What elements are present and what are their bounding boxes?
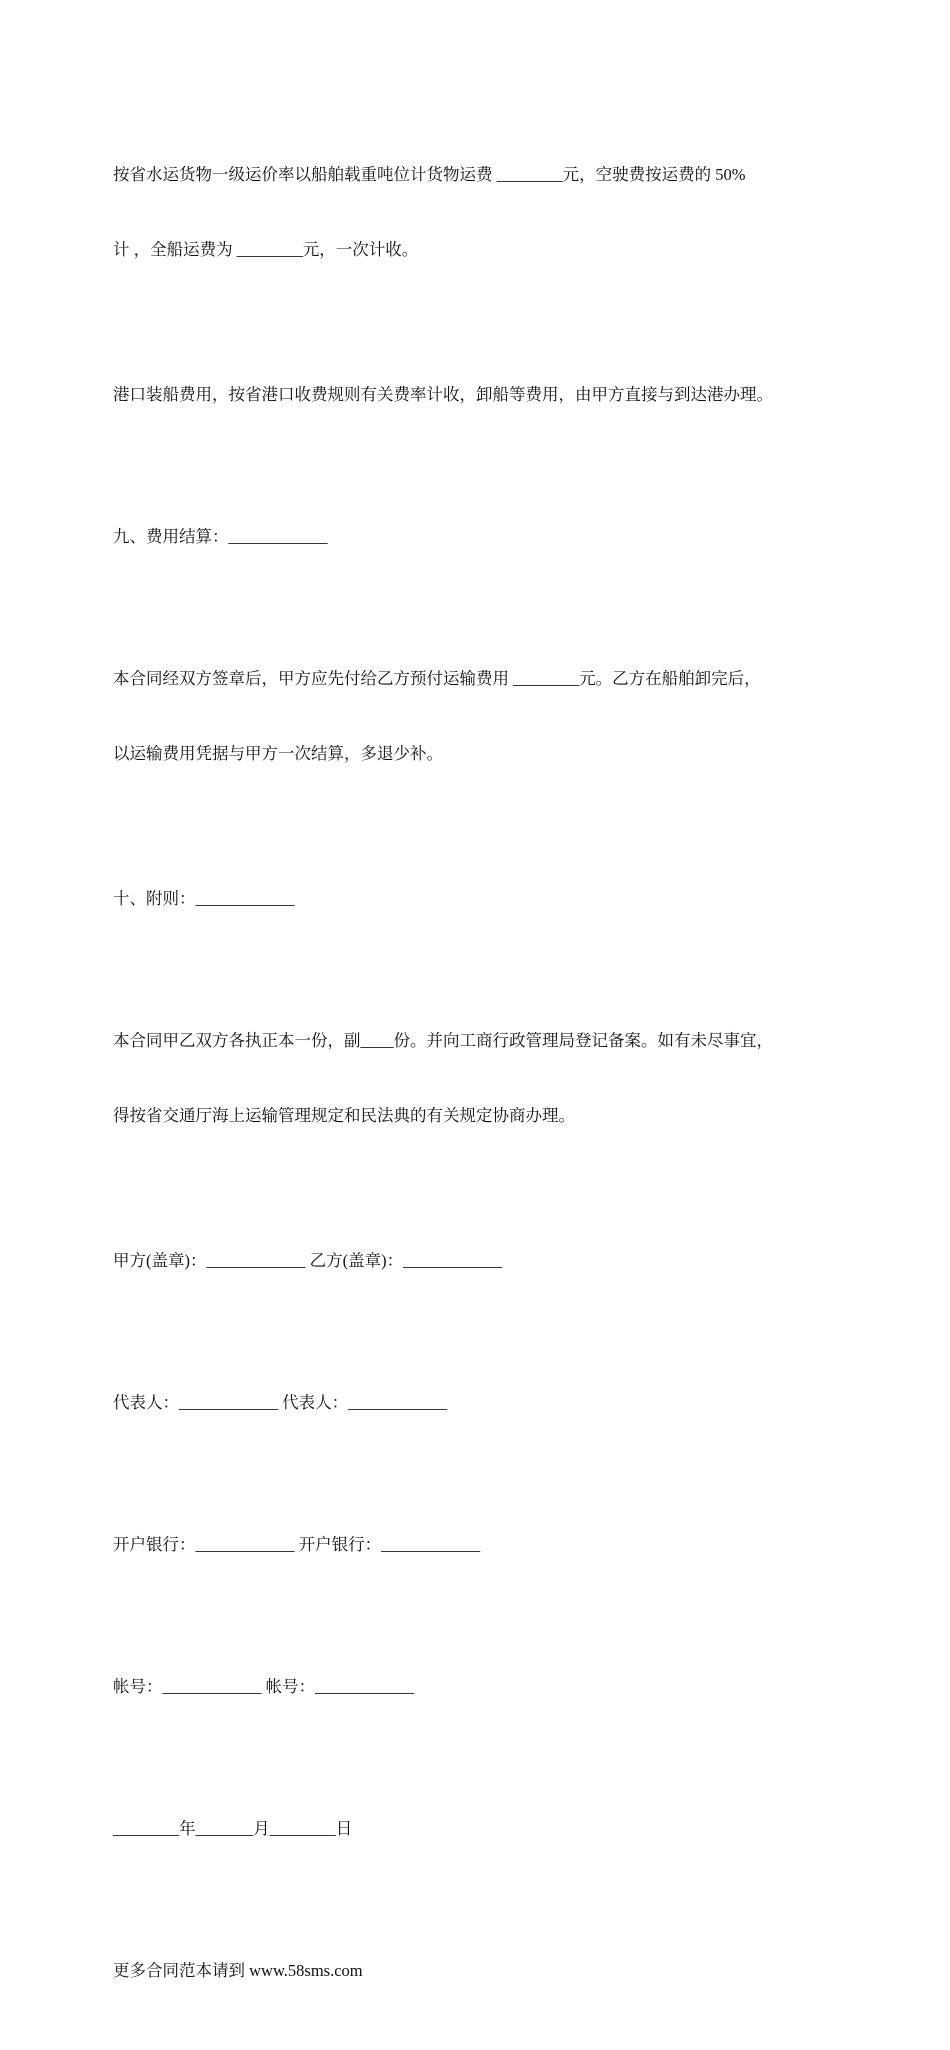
seal-line	[113, 1198, 853, 1323]
text-line: 代表人：____________ 代表人：____________	[113, 1393, 448, 1412]
text-line: 九、费用结算：____________	[113, 527, 328, 546]
port-loading-fee-paragraph	[113, 332, 853, 457]
supplementary-paragraph	[113, 978, 853, 1178]
text-line: 以运输费用凭据与甲方一次结算，多退少补。	[113, 744, 443, 763]
text-line: 更多合同范本请到 www.58sms.com	[113, 1961, 363, 1980]
text-line: 开户银行：____________ 开户银行：____________	[113, 1535, 481, 1554]
footer-note	[113, 1908, 853, 2033]
text-line: 十、附则：____________	[113, 889, 295, 908]
text-line: 港口装船费用，按省港口收费规则有关费率计收，卸船等费用，由甲方直接与到达港办理。	[113, 385, 773, 404]
account-line	[113, 1624, 853, 1749]
text-line: ________年_______月________日	[113, 1819, 353, 1838]
settlement-paragraph	[113, 616, 853, 816]
section-ten-heading	[113, 836, 853, 961]
text-line: 甲方(盖章)：____________ 乙方(盖章)：____________	[113, 1251, 503, 1270]
text-line: 计 ，全船运费为 ________元，一次计收。	[113, 240, 419, 259]
date-line	[113, 1766, 853, 1891]
text-line: 得按省交通厅海上运输管理规定和民法典的有关规定协商办理。	[113, 1106, 575, 1125]
bank-line	[113, 1482, 853, 1607]
representative-line	[113, 1340, 853, 1465]
text-line: 帐号：____________ 帐号：____________	[113, 1677, 415, 1696]
document-page	[113, 112, 853, 2050]
text-line: 本合同经双方签章后，甲方应先付给乙方预付运输费用 ________元。乙方在船舶卸完后，	[113, 669, 761, 688]
text-line: 本合同甲乙双方各执正本一份，副____份。并向工商行政管理局登记备案。如有未尽事宜，	[113, 1031, 773, 1050]
text-line: 按省水运货物一级运价率以船舶载重吨位计货物运费 ________元，空驶费按运费的 50%	[113, 165, 746, 184]
freight-rate-paragraph	[113, 112, 853, 312]
section-nine-heading	[113, 474, 853, 599]
